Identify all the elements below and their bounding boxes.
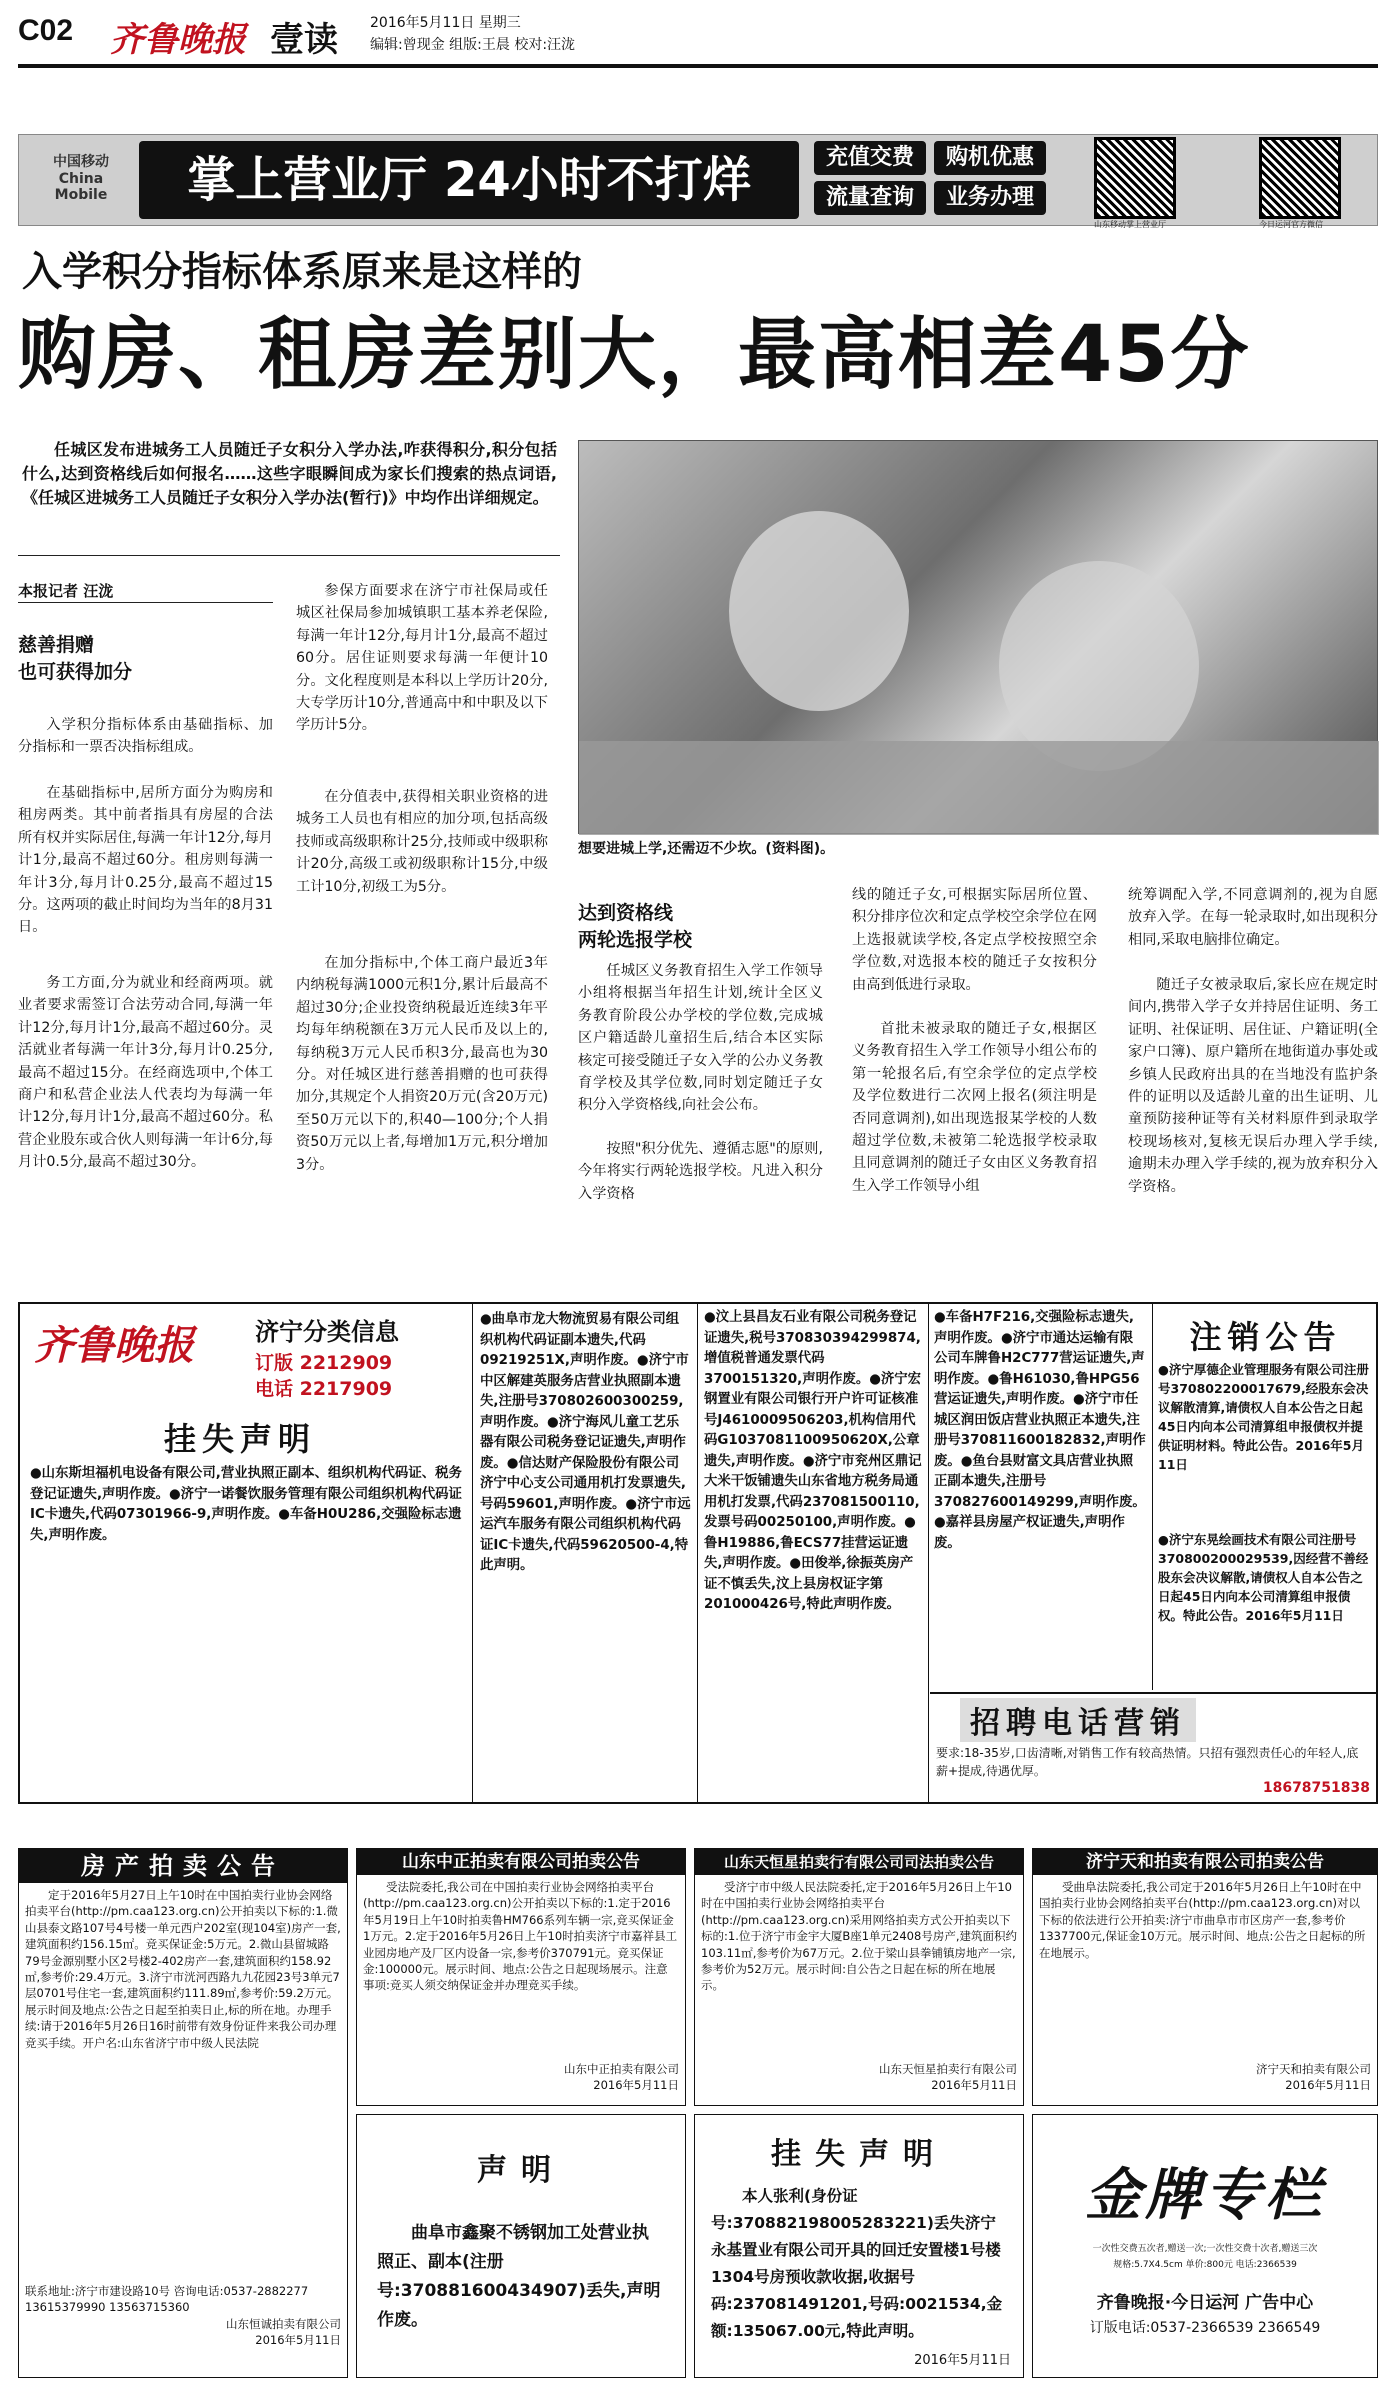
column-divider <box>1152 1302 1153 1690</box>
students-photo <box>578 440 1378 834</box>
gold-phone[interactable]: 订版电话:0537-2366539 2366549 <box>1089 2319 1321 2336</box>
paragraph: 线的随迁子女,可根据实际居所位置、积分排序位次和定点学校空余学位在网上选报就读学校,各定点学校按照空余学位数,对选报本校的随迁子女按积分由高到低进行录取。 <box>852 887 1097 993</box>
tianheng-title: 山东天恒星拍卖行有限公司司法拍卖公告 <box>695 1849 1023 1875</box>
paragraph: 任城区义务教育招生入学工作领导小组将根据当年招生计划,统计全区义务教育阶段公办学校的学位数,完成城区户籍适龄儿童招生后,结合本区实际核定可接受随迁子女入学的公办义务教育学校及其学位数,同时划定随迁子女积分入学资格线,向社会公布。 <box>578 963 823 1114</box>
paragraph: 入学积分指标体系由基础指标、加分指标和一票否决指标组成。 <box>18 717 273 756</box>
photo-caption: 想要进城上学,还需迈不少坎。(资料图)。 <box>578 841 835 857</box>
china-mobile-brand: 中国移动 China Mobile <box>53 154 109 203</box>
qr-label-wechat: 今日运河官方微信 <box>1259 220 1323 229</box>
gold-column-ad[interactable] <box>1032 2114 1378 2378</box>
column-divider <box>928 1302 929 1804</box>
paragraph: 在分值表中,获得相关职业资格的进城务工人员也有相应的加分项,包括高级技师或高级职称计25分,技师或中级职称计20分,高级工或初级职称计15分,中级工计10分,初级工为5分。 <box>296 789 548 895</box>
house-auction-text: 定于2016年5月27日上午10时在中国拍卖行业协会网络拍卖平台(http://pm.caa123.org.cn)公开拍卖以下标的:1.微山县泰文路107号4号楼一单元西户202室(现104室)房产一套,建筑面积约156.15㎡。竞买保证金:5万元。2.微山县留城路79号金源别墅小区2号楼2-402房产一套,建筑面积约158.92㎡,参考价:29.4万元。3.济宁市洸河西路九九花园23号3单元7层0701号住宅一套,建筑面积约111.89㎡,参考价:59.2万元。展示时间及地点:公告之日起至拍卖日止,标的所在地。办理手续:请于2016年5月26日16时前带有效身份证件来我公司办理竞买手续。开户名:山东省济宁市中级人民法院 <box>25 1888 341 2050</box>
photo-figure <box>999 561 1199 771</box>
tianheng-text: 受济宁市中级人民法院委托,定于2016年5月26日上午10时在中国拍卖行业协会网络拍卖平台(http://pm.caa123.org.cn)采用网络拍卖方式公开拍卖以下标的:1.位于济宁市金宇大厦B座1单元2408号房产,建筑面积约103.11㎡,参考价为67万元。2.位于梁山县拳铺镇房地产一宗,参考价为52万元。展示时间:自公告之日起在标的所在地展示。 <box>701 1880 1017 1993</box>
byline-rule <box>18 602 273 603</box>
banner-btn-phone-deals[interactable]: 购机优惠 <box>934 141 1046 175</box>
zhongzheng-title: 山东中正拍卖有限公司拍卖公告 <box>357 1849 685 1875</box>
qr-icon <box>1094 137 1176 219</box>
photo-desk <box>579 741 1379 835</box>
tianhe-sign: 济宁天和拍卖有限公司 2016年5月11日 <box>1256 2062 1371 2093</box>
zhongzheng-text: 受法院委托,我公司在中国拍卖行业协会网络拍卖平台(http://pm.caa123.org.cn)公开拍卖以下标的:1.定于2016年5月19日上午10时拍卖鲁HM766系列车辆一宗,竞买保证金1万元。2.定于2016年5月26日上午10时拍卖济宁市嘉祥县工业园房地产及厂区内设备一宗,参考价370791元。竞买保证金:100000元。展示时间、地点:公告之日起现场展示。注意事项:竞买人须交纳保证金并办理竞买手续。 <box>363 1880 678 1993</box>
house-auction-contact: 联系地址:济宁市建设路10号 咨询电话:0537-2882277 13615379990 13563715360 <box>25 2284 309 2315</box>
lost-statement-title: 挂失声明 <box>163 1420 316 1458</box>
classified-title: 济宁分类信息 <box>255 1318 399 1346</box>
statement-title: 声明 <box>477 2153 565 2188</box>
zhongzheng-auction-notice <box>356 1848 686 2106</box>
subhead-selection: 达到资格线 两轮选报学校 <box>578 902 693 951</box>
gold-center: 齐鲁晚报·今日运河 广告中心 <box>1096 2292 1314 2313</box>
date-line: 2016年5月11日 星期三 <box>370 15 521 31</box>
banner-btn-recharge[interactable]: 充值交费 <box>814 141 926 175</box>
statement-text: 曲阜市鑫聚不锈钢加工处营业执照正、副本(注册号:370881600434907)丢失,声明作废。 <box>377 2223 661 2330</box>
qr-code-wechat[interactable] <box>1259 137 1369 230</box>
photo-figure <box>729 511 909 711</box>
classified-phone: 电话 2217909 <box>255 1378 393 1400</box>
tianhe-text: 受曲阜法院委托,我公司定于2016年5月26日上午10时在中国拍卖行业协会网络拍卖平台(http://pm.caa123.org.cn)对以下标的依法进行公开拍卖:济宁市曲阜市市区房产一套,参考价1337700元,保证金10万元。展示时间、地点:公告之日起标的所在地展示。 <box>1039 1880 1366 1960</box>
banner-btn-services[interactable]: 业务办理 <box>934 181 1046 215</box>
house-auction-sign: 山东恒诚拍卖有限公司 2016年5月11日 <box>226 2316 341 2348</box>
paragraph: 随迁子女被录取后,家长应在规定时间内,携带入学子女并持居住证明、务工证明、社保证明、居住证、户籍证明(全家户口簿)、原户籍所在地街道办事处或乡镇人民政府出具的在当地没有监护条件的证明以及适龄儿童的出生证明、儿童预防接种证等有关材料原件到录取学校现场核对,复核无误后办理入学手续,逾期未办理入学手续的,视为放弃积分入学资格。 <box>1128 977 1378 1195</box>
paper-logo: 齐鲁晚报 <box>110 20 246 60</box>
recruit-phone[interactable]: 18678751838 <box>1262 1780 1370 1796</box>
paragraph: 参保方面要求在济宁市社保局或任城区社保局参加城镇职工基本养老保险,每满一年计12分,每月计1分,最高不超过60分。居住证则要求每满一年便计10分。文化程度则是本科以上学历计20分,大专学历计10分,普通高中和中职及以下学历计5分。 <box>296 583 548 734</box>
lost-title: 挂失声明 <box>771 2137 947 2172</box>
banner-slogan: 掌上营业厅 24小时不打烊 <box>139 141 799 219</box>
banner-btn-data-query[interactable]: 流量查询 <box>814 181 926 215</box>
article-lead: 任城区发布进城务工人员随迁子女积分入学办法,咋获得积分,积分包括什么,达到资格线后如何报名……这些字眼瞬间成为家长们搜索的热点词语,《任城区进城务工人员随迁子女积分入学办法(暂行)》中均作出详细规定。 <box>22 440 557 507</box>
lost-items-col3: ●汶上县昌友石业有限公司税务登记证遗失,税号370830394299874,增值税普通发票代码3700151320,声明作废。●济宁宏钢置业有限公司银行开户许可证核准号J4610009506203,机构信用代码G1037081100950620X,公章遗失,声明作废。●济宁市兖州区鼎记大米干饭铺遗失山东省地方税务局通用机打发票,代码237081500110,发票号码00250100,声明作废。●鲁H19886,鲁ECS77挂营运证遗失,声明作废。●田俊举,徐振英房产证不慎丢失,汶上县房权证字第201000426号,特此声明作废。 <box>704 1310 922 1612</box>
lost-notice <box>694 2114 1024 2378</box>
paragraph: 务工方面,分为就业和经商两项。就业者要求需签订合法劳动合同,每满一年计12分,每月计1分,最高不超过60分。灵活就业者每满一年计3分,每月计0.25分,最高不超过15分。在经商选项中,个体工商户和私营企业法人代表均为每满一年计12分,每月计1分,最高不超过60分。私营企业股东或合伙人则每满一年计6分,每月计0.5分,最高不超过30分。 <box>18 975 273 1171</box>
lost-items-col1: ●山东斯坦福机电设备有限公司,营业执照正副本、组织机构代码证、税务登记证遗失,声明作废。●济宁一诺餐饮服务管理有限公司组织机构代码证IC卡遗失,代码07301966-9,声明作废。●车备H0U286,交强险标志遗失,声明作废。 <box>30 1466 462 1543</box>
lost-date: 2016年5月11日 <box>914 2352 1011 2368</box>
column-divider <box>697 1302 698 1804</box>
subhead-charity: 慈善捐赠 也可获得加分 <box>18 634 133 683</box>
statement-notice <box>356 2114 686 2378</box>
header-rule <box>18 64 1378 68</box>
recruit-text: 要求:18-35岁,口齿清晰,对销售工作有较高热情。只招有强烈责任心的年轻人,底薪+提成,待遇优厚。 <box>936 1746 1359 1778</box>
paragraph: 统筹调配入学,不同意调剂的,视为自愿放弃入学。在每一轮录取时,如出现积分相同,采取电脑排位确定。 <box>1128 887 1378 948</box>
house-auction-title: 房产拍卖公告 <box>19 1849 347 1883</box>
editor-credits: 编辑:曾现金 组版:王晨 校对:汪泷 <box>370 37 576 53</box>
qr-code-app[interactable] <box>1094 137 1204 230</box>
gold-note: 一次性交费五次者,赠送一次;一次性交费十次者,赠送三次 <box>1092 2244 1318 2254</box>
paragraph: 在加分指标中,个体工商户最近3年内纳税每满1000元积1分,累计后最高不超过30分;企业投资纳税最近连续3年平均每年纳税额在3万元人民币及以上的,每纳税3万元人民币积3分,最高也为30分。对任城区进行慈善捐赠的也可获得加分,其规定个人捐资20万元(含20万元)至50万元以下的,积40—100分;个人捐资50万元以上者,每增加1万元,积分增加3分。 <box>296 955 548 1173</box>
tianhe-auction-notice <box>1032 1848 1378 2106</box>
qr-label-app: 山东移动掌上营业厅 <box>1094 220 1166 229</box>
recruit-title: 招聘电话营销 <box>960 1698 1196 1742</box>
cancel-notice-1: ●济宁厚德企业管理服务有限公司注册号370802200017679,经股东会决议解散清算,请债权人自本公告之日起45日内向本公司清算组申报债权并提供证明材料。特此公告。2016年5月11日 <box>1158 1362 1369 1472</box>
byline: 本报记者 汪泷 <box>18 582 114 600</box>
page-number: C02 <box>18 14 74 47</box>
gold-title: 金牌专栏 <box>1085 2162 1325 2228</box>
paragraph: 在基础指标中,居所方面分为购房和租房两类。其中前者指具有房屋的合法所有权并实际居住,每满一年计12分,每月计1分,最高不超过60分。租房则每满一年计3分,每月计0.25分,最高不超过15分。这两项的截止时间均为当年的8月31日。 <box>18 785 273 936</box>
tianheng-sign: 山东天恒星拍卖行有限公司 2016年5月11日 <box>879 2062 1017 2093</box>
lead-rule <box>18 555 560 556</box>
lost-text: 本人张利(身份证号:370882198005283221)丢失济宁永基置业有限公司开具的回迁安置楼1号楼1304号房预收款收据,收据号码:237081491201,号码:0021534,金额:135067.00元,特此声明。 <box>711 2187 1003 2340</box>
classified-subscribe: 订版 2212909 <box>255 1352 393 1374</box>
article-kicker: 入学积分指标体系原来是这样的 <box>22 249 582 295</box>
tianhe-title: 济宁天和拍卖有限公司拍卖公告 <box>1033 1849 1377 1875</box>
classified-logo: 齐鲁晚报 <box>34 1322 194 1369</box>
lost-items-col2: ●曲阜市龙大物流贸易有限公司组织机构代码证副本遗失,代码09219251X,声明作废。●济宁市中区解建英服务店营业执照副本遗失,注册号370802600300259,声明作废。●济宁海风儿童工艺乐器有限公司税务登记证遗失,声明作废。●信达财产保险股份有限公司济宁中心支公司通用机打发票遗失,号码59601,声明作废。●济宁市远运汽车服务有限公司组织机构代码证IC卡遗失,代码59620500-4,特此声明。 <box>480 1312 691 1573</box>
lost-items-col4: ●车备H7F216,交强险标志遗失,声明作废。●济宁市通达运输有限公司车牌鲁H2C777营运证遗失,声明作废。●鲁H61030,鲁HPG56营运证遗失,声明作废。●济宁市任城区润田饭店营业执照正本遗失,注册号370811600182832,声明作废。●鱼台县财富文具店营业执照正副本遗失,注册号370827600149299,声明作废。●嘉祥县房屋产权证遗失,声明作废。 <box>934 1310 1146 1551</box>
cancel-notice-title: 注销公告 <box>1189 1318 1342 1356</box>
section-name: 壹读 <box>270 20 338 60</box>
zhongzheng-sign: 山东中正拍卖有限公司 2016年5月11日 <box>564 2062 679 2093</box>
recruit-ad[interactable] <box>930 1692 1376 1802</box>
mobile-banner-ad[interactable] <box>18 134 1378 229</box>
qr-icon <box>1259 137 1341 219</box>
house-auction-notice <box>18 1848 348 2378</box>
gold-size: 规格:5.7X4.5cm 单价:800元 电话:2366539 <box>1113 2260 1297 2271</box>
paragraph: 首批未被录取的随迁子女,根据区义务教育招生入学工作领导小组公布的第一轮报名后,有空余学位的定点学校及学位数进行二次网上报名(须注明是否同意调剂),如出现选报某学校的人数超过学位数,未被第二轮选报学校录取且同意调剂的随迁子女由区义务教育招生入学工作领导小组 <box>852 1021 1097 1194</box>
tianheng-auction-notice <box>694 1848 1024 2106</box>
cancel-notice-2: ●济宁东晃绘画技术有限公司注册号370800200029539,因经营不善经股东会决议解散,请债权人自本公告之日起45日内向本公司清算组申报债权。特此公告。2016年5月11日 <box>1158 1532 1369 1623</box>
article-headline: 购房、租房差别大，最高相差45分 <box>18 310 1251 400</box>
column-divider <box>472 1304 473 1802</box>
paragraph: 按照"积分优先、遵循志愿"的原则,今年将实行两轮选报学校。凡进入积分入学资格 <box>578 1141 823 1202</box>
